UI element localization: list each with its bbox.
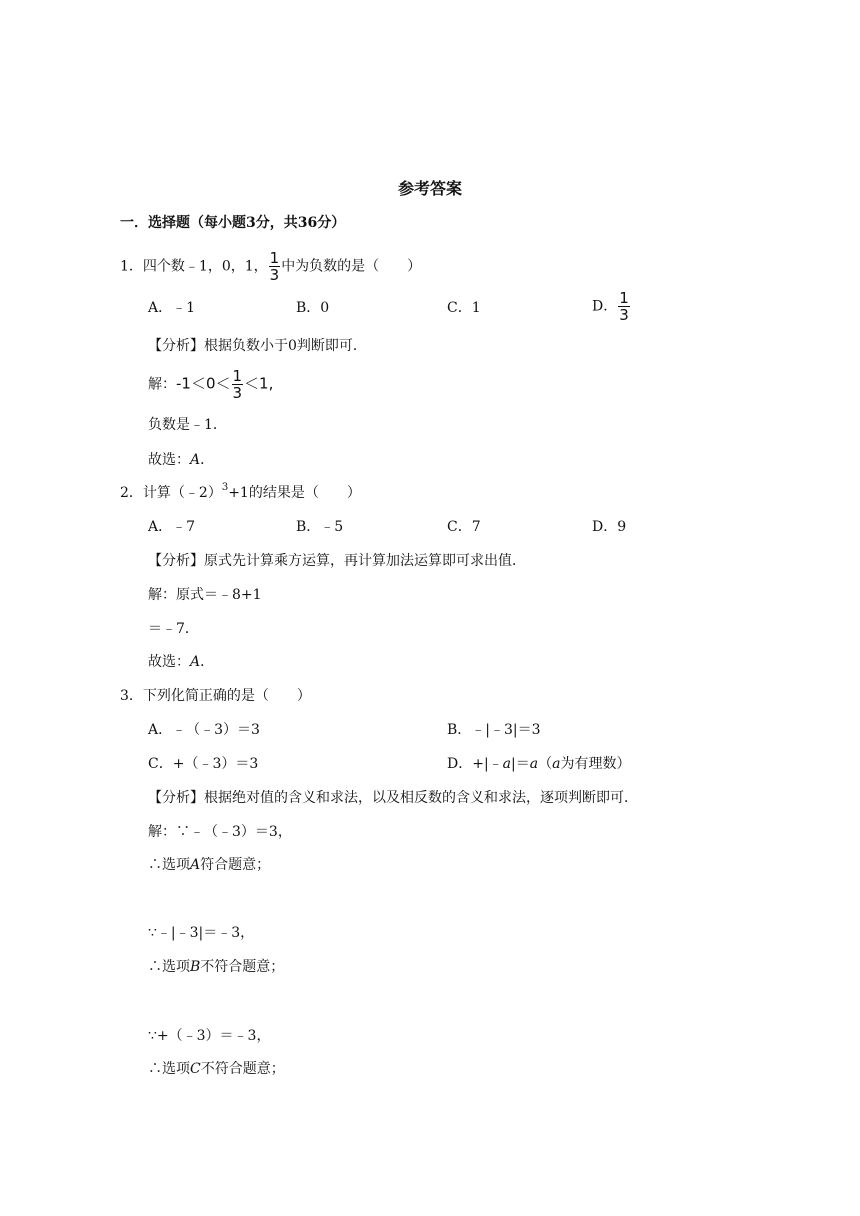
q3-result-3-prefix: ∴选项: [148, 1061, 190, 1077]
q2-solution-1: 解：原式＝﹣8+1: [148, 587, 262, 603]
q3-option-a: A．﹣（﹣3）＝3: [148, 722, 260, 738]
q3-option-d-d: 为有理数）: [560, 756, 631, 772]
q3-result-1-suffix: 符合题意；: [200, 857, 271, 873]
q2-option-d: D．9: [592, 519, 627, 535]
q3-result-1-letter: A: [190, 857, 201, 873]
q1-choice-letter: A: [190, 452, 201, 468]
q3-option-d-var1: a: [502, 756, 512, 772]
q3-option-b: B．﹣|﹣3|＝3: [447, 722, 541, 738]
q2-option-b: B．﹣5: [296, 519, 344, 535]
q1-solution-label: 解：: [148, 376, 176, 393]
section-heading: 一．选择题（每小题3分，共36分）: [120, 215, 346, 231]
q2-stem: [120, 483, 361, 503]
q1-solution-expr-b: ＜1,: [244, 374, 274, 393]
q1-stem: [120, 250, 421, 283]
q1-option-d-fraction: [618, 290, 630, 323]
q1-option-d-label: D．: [592, 298, 618, 315]
q3-option-d-b: |＝: [511, 756, 530, 772]
q3-solution-3: ∵+（﹣3）＝﹣3，: [148, 1028, 271, 1044]
q1-option-c: C．1: [447, 300, 481, 316]
q2-stem-text-b: +1的结果是（ ）: [228, 485, 361, 501]
q2-analysis: 【分析】原式先计算乘方运算，再计算加法运算即可求出值．: [148, 553, 526, 569]
q3-solution-2: ∵﹣|﹣3|＝﹣3，: [148, 925, 255, 941]
q1-option-d-den: 3: [619, 306, 629, 324]
q3-option-d: [447, 754, 630, 774]
q3-result-2-suffix: 不符合题意；: [200, 959, 285, 975]
q2-choice-letter: A: [190, 654, 201, 670]
q2-option-a: A．﹣7: [148, 519, 196, 535]
q3-result-1: [148, 855, 270, 875]
q1-option-a: A．﹣1: [148, 300, 196, 316]
q3-result-2-letter: B: [190, 959, 201, 975]
q2-option-c: C．7: [447, 519, 481, 535]
q3-option-d-a: D．+|﹣: [447, 756, 503, 772]
q3-result-3: [148, 1059, 285, 1079]
q1-choice: [148, 450, 214, 470]
q2-solution-2: ＝﹣7．: [148, 621, 199, 637]
q1-solution-den: 3: [232, 384, 243, 402]
q1-solution-expr-a: -1＜0＜: [176, 374, 231, 393]
q2-choice: [148, 652, 214, 672]
answer-title: 参考答案: [397, 179, 462, 198]
q3-result-2: [148, 957, 284, 977]
q3-stem: 3．下列化简正确的是（ ）: [120, 688, 311, 704]
q1-option-b: B．0: [296, 300, 330, 316]
q1-analysis: 【分析】根据负数小于0判断即可．: [148, 338, 367, 354]
q2-choice-prefix: 故选：: [148, 654, 190, 670]
q1-option-d-num: 1: [619, 289, 629, 307]
q1-choice-prefix: 故选：: [148, 452, 190, 468]
q2-stem-exponent: 3: [221, 482, 229, 493]
q1-solution-fraction: [232, 368, 244, 401]
q1-stem-text-b: 中为负数的是（ ）: [281, 258, 422, 275]
q1-stem-text-a: 1．四个数﹣1，0，1，: [120, 258, 268, 275]
q3-option-d-var2: a: [529, 756, 539, 772]
q1-option-d: [592, 290, 631, 323]
q1-frac-den: 3: [269, 266, 280, 284]
q3-result-3-letter: C: [190, 1061, 201, 1077]
q3-result-3-suffix: 不符合题意；: [200, 1061, 285, 1077]
q1-negative-line: 负数是﹣1．: [148, 417, 227, 433]
q1-stem-fraction: [269, 250, 281, 283]
q3-analysis: 【分析】根据绝对值的含义和求法，以及相反数的含义和求法，逐项判断即可．: [148, 790, 638, 806]
q3-option-c: C．+（﹣3）＝3: [148, 756, 259, 772]
q1-frac-num: 1: [269, 249, 280, 267]
q3-option-d-c: （: [538, 756, 553, 772]
q2-choice-suffix: ．: [200, 654, 215, 670]
q3-option-d-var3: a: [552, 756, 561, 772]
q1-choice-suffix: ．: [200, 452, 215, 468]
q1-solution-num: 1: [232, 367, 243, 385]
q1-solution: [148, 368, 273, 401]
q3-result-1-prefix: ∴选项: [148, 857, 190, 873]
q3-solution-1: 解：∵﹣（﹣3）＝3，: [148, 824, 292, 840]
q2-stem-text-a: 2．计算（﹣2）: [120, 485, 222, 501]
q3-result-2-prefix: ∴选项: [148, 959, 190, 975]
